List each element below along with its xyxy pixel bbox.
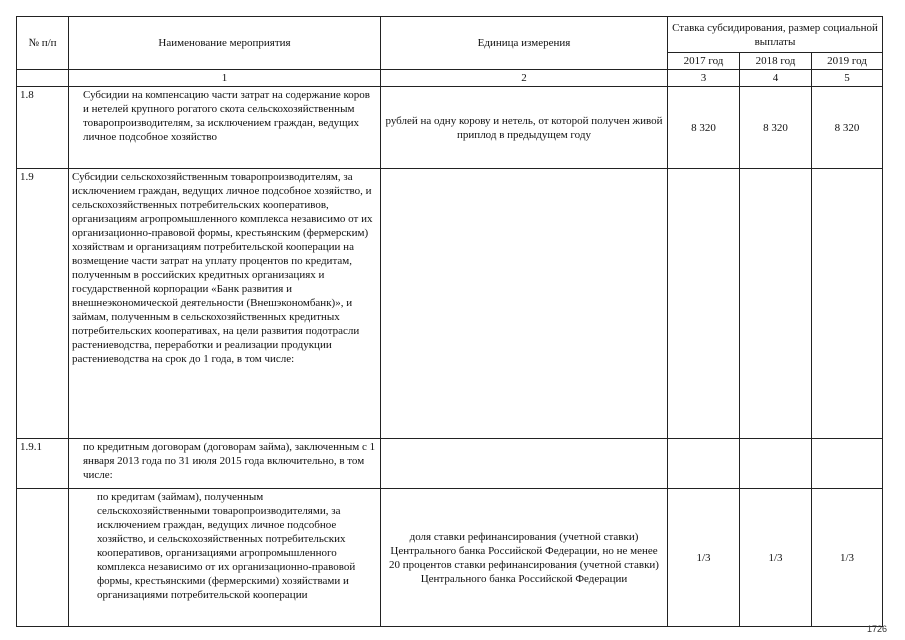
table-row — [17, 87, 883, 169]
header-year-2018: 2018 год — [740, 53, 812, 70]
page-number: 1726 — [866, 624, 887, 634]
row-value-2018: 8 320 — [740, 87, 812, 169]
row-value-2018 — [740, 439, 812, 489]
row-name: Субсидии на компенсацию части затрат на содержание коров и нетелей крупного рогатого скота сельскохозяйственным товаропроизводителям, за исключением граждан, ведущих личное подсобное хозяйство — [69, 87, 381, 169]
row-unit — [381, 169, 668, 439]
row-value-2018 — [740, 169, 812, 439]
row-value-2017 — [668, 169, 740, 439]
column-index — [17, 70, 69, 87]
column-index: 5 — [812, 70, 883, 87]
row-value-2017 — [668, 439, 740, 489]
row-number — [17, 489, 69, 627]
column-index: 1 — [69, 70, 381, 87]
row-value-2017: 1/3 — [668, 489, 740, 627]
row-name: по кредитам (займам), полученным сельскохозяйственными товаропроизводителями, за исключением граждан, ведущих личное подсобное хозяйство, и сельскохозяйственных потребительских кооперативов, организациями агропромышленного комплекса независимо от их организационно-правовой формы, крестьянскими (фермерскими) хозяйствами и организациями потребительской кооперации — [69, 489, 381, 627]
row-value-2019 — [812, 439, 883, 489]
row-number: 1.9 — [17, 169, 69, 439]
subsidy-rates-table — [16, 16, 883, 627]
column-index: 4 — [740, 70, 812, 87]
column-index: 3 — [668, 70, 740, 87]
table-row — [17, 489, 883, 627]
row-name: Субсидии сельскохозяйственным товаропроизводителям, за исключением граждан, ведущих личное подсобное хозяйство, и сельскохозяйственных потребительских кооперативов, организациям агропромышленного комплекса независимо от их организационно-правовой формы, крестьянским (фермерским) хозяйствам и организациям потребительской кооперации на возмещение части затрат на уплату процентов по кредитам, полученным в российских кредитных организациях и государственной корпорации «Банк развития и внешнеэкономической деятельности (Внешэкономбанк)», и займам, полученным в сельскохозяйственных кредитных потребительских кооперативах, на цели развития подотрасли растениеводства, переработки и реализации продукции растениеводства на срок до 1 года, в том числе: — [69, 169, 381, 439]
table-row — [17, 439, 883, 489]
column-index-row — [17, 70, 883, 87]
header-rate: Ставка субсидирования, размер социальной выплаты — [668, 17, 883, 53]
row-name: по кредитным договорам (договорам займа), заключенным с 1 января 2013 года по 31 июля 2015 года включительно, в том числе: — [69, 439, 381, 489]
header-activity-name: Наименование мероприятия — [69, 17, 381, 70]
header-year-2017: 2017 год — [668, 53, 740, 70]
header-unit: Единица измерения — [381, 17, 668, 70]
row-unit — [381, 439, 668, 489]
row-value-2019: 1/3 — [812, 489, 883, 627]
row-unit: доля ставки рефинансирования (учетной ставки) Центрального банка Российской Федерации, но не менее 20 процентов ставки рефинансирования (учетной ставки) Центрального банка Российской Федерации — [381, 489, 668, 627]
row-value-2018: 1/3 — [740, 489, 812, 627]
header-row — [17, 17, 883, 53]
row-value-2017: 8 320 — [668, 87, 740, 169]
header-year-2019: 2019 год — [812, 53, 883, 70]
row-unit: рублей на одну корову и нетель, от которой получен живой приплод в предыдущем году — [381, 87, 668, 169]
row-number: 1.9.1 — [17, 439, 69, 489]
header-number: № п/п — [17, 17, 69, 70]
row-value-2019 — [812, 169, 883, 439]
table-row — [17, 169, 883, 439]
row-number: 1.8 — [17, 87, 69, 169]
column-index: 2 — [381, 70, 668, 87]
row-value-2019: 8 320 — [812, 87, 883, 169]
